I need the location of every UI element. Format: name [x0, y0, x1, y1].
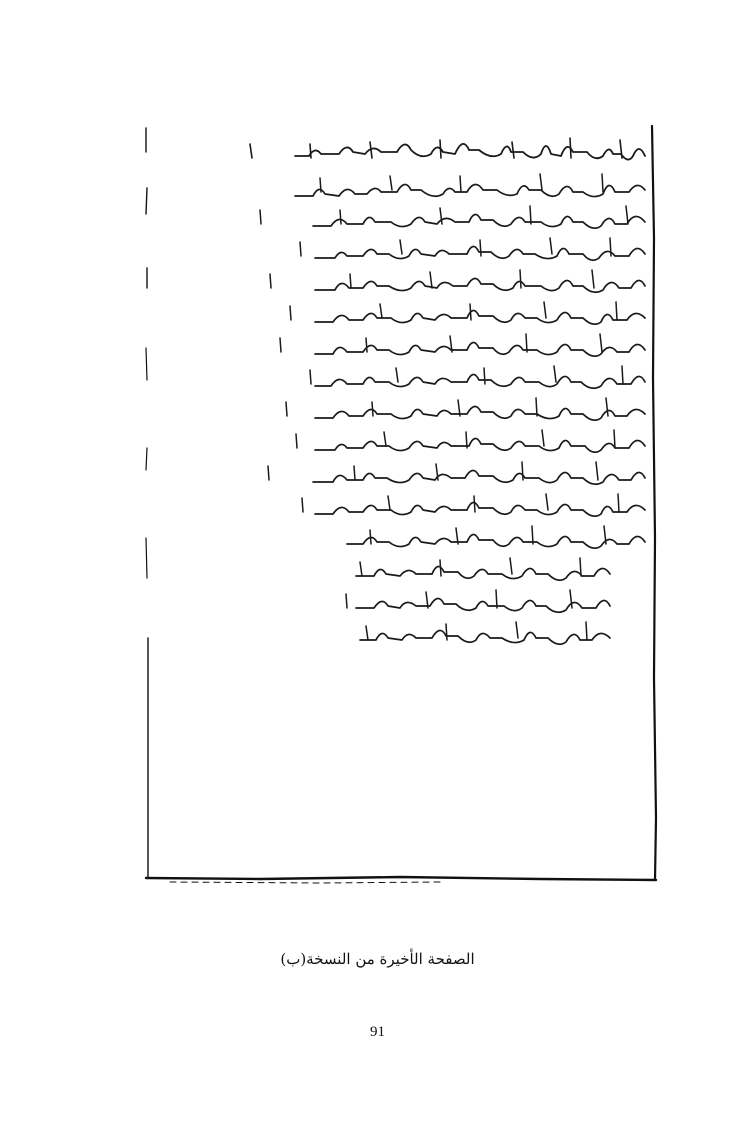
manuscript-scan	[140, 118, 666, 888]
manuscript-page-image	[140, 118, 666, 888]
page-number: 91	[370, 1024, 385, 1040]
figure-caption: الصفحة الأخيرة من النسخة(ب)	[280, 950, 475, 968]
